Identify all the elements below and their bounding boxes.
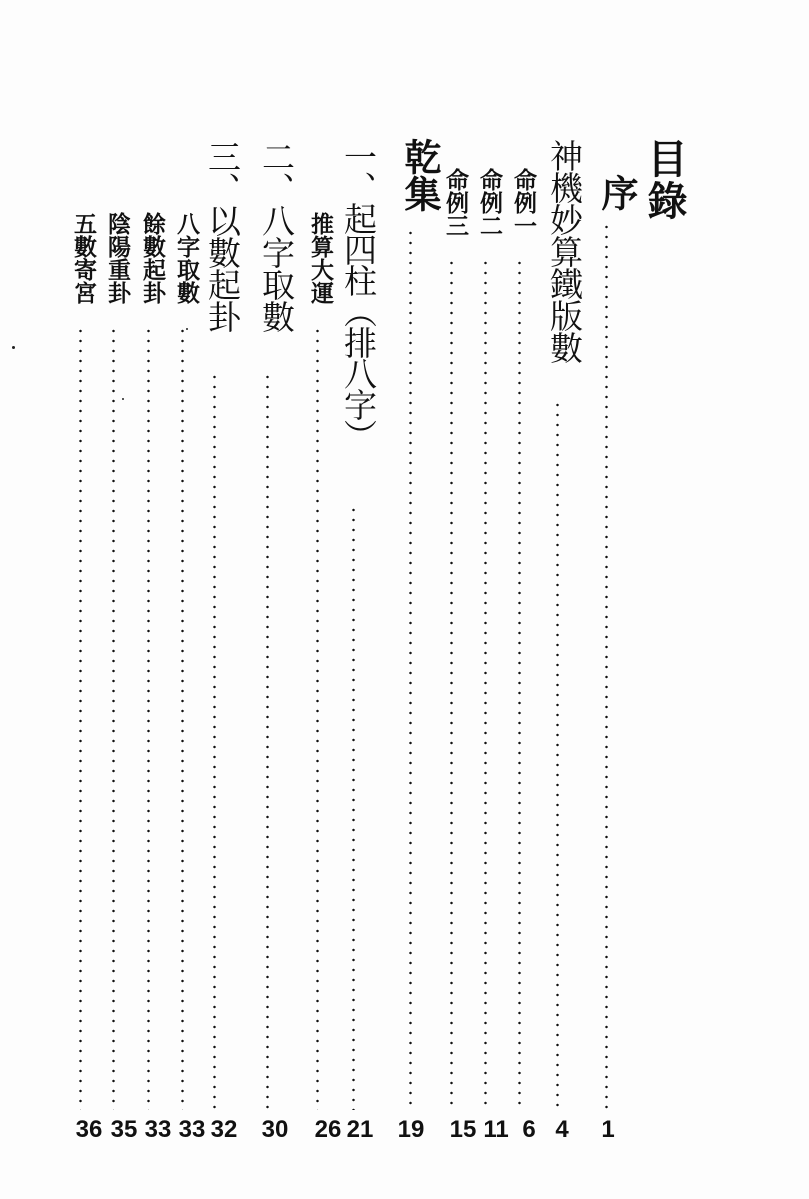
toc-title: 目錄 — [641, 138, 687, 222]
toc-entry-9-label: 三、以數起卦 — [203, 140, 242, 332]
toc-entry-13-page: 36 — [75, 1116, 103, 1143]
toc-entry-8-page: 30 — [261, 1116, 289, 1143]
toc-entry-9-page: 32 — [210, 1116, 238, 1143]
toc-entry-8-leader — [266, 372, 269, 1110]
toc-entry-7-label: 推算大運 — [307, 212, 333, 304]
scan-speck — [122, 398, 124, 400]
toc-entry-13-leader — [79, 326, 82, 1110]
toc-entry-5-label: 乾集 — [398, 138, 441, 212]
toc-entry-8-label: 二、八字取數 — [257, 140, 296, 332]
toc-entry-12-leader — [112, 326, 115, 1110]
scan-speck — [12, 346, 15, 349]
toc-entry-3-page: 11 — [483, 1116, 509, 1143]
toc-entry-9-leader — [213, 372, 216, 1110]
toc-entry-0-label: 序 — [595, 174, 638, 211]
toc-entry-12-page: 35 — [110, 1116, 138, 1143]
toc-entry-0-page: 1 — [601, 1116, 615, 1143]
toc-entry-2-page: 6 — [522, 1116, 536, 1143]
toc-entry-4-label: 命例三 — [442, 168, 468, 237]
toc-entry-1-label: 神機妙算鐵版數 — [545, 139, 584, 363]
toc-entry-11-page: 33 — [144, 1116, 172, 1143]
toc-entry-0-leader — [605, 222, 608, 1110]
toc-entry-3-leader — [484, 258, 487, 1110]
toc-entry-12-label: 陰陽重卦 — [104, 212, 130, 304]
scan-speck — [186, 328, 188, 330]
toc-entry-10-page: 33 — [178, 1116, 206, 1143]
toc-entry-11-label: 餘數起卦 — [139, 212, 165, 304]
toc-entry-11-leader — [147, 326, 150, 1110]
toc-entry-13-label: 五數寄宮 — [70, 212, 96, 304]
toc-entry-10-leader — [181, 326, 184, 1110]
toc-entry-6-page: 21 — [346, 1116, 374, 1143]
toc-entry-2-leader — [518, 258, 521, 1110]
toc-entry-2-label: 命例一 — [510, 168, 536, 237]
toc-entry-6-label: 一、起四柱︵排八字︶ — [339, 140, 378, 450]
toc-entry-4-page: 15 — [449, 1116, 477, 1143]
toc-entry-1-leader — [556, 400, 559, 1110]
toc-entry-5-page: 19 — [397, 1116, 425, 1143]
toc-entry-7-page: 26 — [314, 1116, 342, 1143]
toc-entry-6-leader — [352, 505, 355, 1110]
toc-entry-10-label: 八字取數 — [173, 212, 199, 304]
toc-entry-4-leader — [450, 258, 453, 1110]
toc-entry-7-leader — [316, 326, 319, 1110]
toc-entry-3-label: 命例二 — [476, 168, 502, 237]
toc-entry-1-page: 4 — [555, 1116, 569, 1143]
toc-entry-5-leader — [409, 228, 412, 1110]
